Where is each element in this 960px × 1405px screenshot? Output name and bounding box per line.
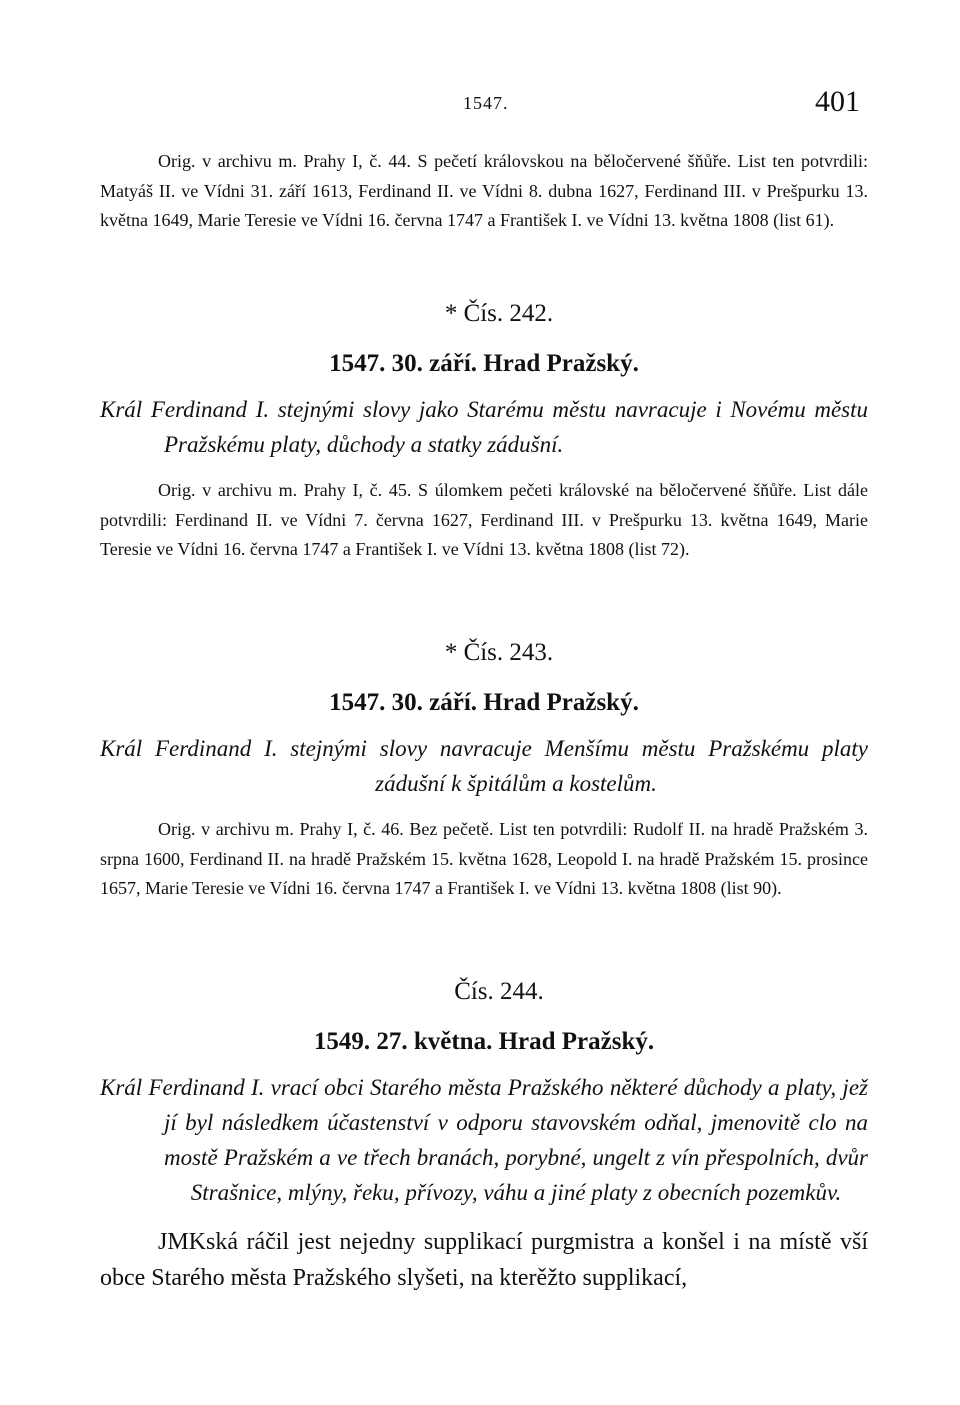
entry-number: * Čís. 243.	[444, 639, 554, 666]
entry-number: * Čís. 242.	[444, 300, 554, 327]
running-head	[0, 85, 960, 125]
entry-244	[100, 975, 868, 1296]
entry-regest: Král Ferdinand I. vrací obci Starého města Pražského některé důchody a platy, jež jí byl následkem účastenství v odporu stavovském odňal, jmenovitě clo na mostě Pražském a ve třech branách, porybné, ungelt z vín přespolních, dvůr Strašnice, mlýny, řeku, přívozy, váhu a jiné platy z obecních pozemkův.	[100, 1075, 868, 1205]
archival-note: Orig. v archivu m. Prahy I, č. 44. S pečetí královskou na běločervené šňůře. List ten potvrdili: Matyáš II. ve Vídni 31. září 1613, Ferdinand II. ve Vídni 8. dubna 1627, Ferdinand III. v Prešpurku 13. května 1649, Marie Teresie ve Vídni 16. června 1747 a František I. ve Vídni 13. května 1808 (list 61).	[100, 151, 868, 230]
archival-note: Orig. v archivu m. Prahy I, č. 46. Bez pečetě. List ten potvrdili: Rudolf II. na hradě Pražském 3. srpna 1600, Ferdinand II. na hradě Pražském 15. května 1628, Leopold I. na hradě Pražském 15. prosince 1657, Marie Teresie ve Vídni 16. června 1747 a František I. ve Vídni 13. května 1808 (list 90).	[100, 819, 868, 898]
entry-date-place: 1547. 30. září. Hrad Pražský.	[329, 350, 639, 377]
entry-243	[100, 636, 868, 904]
entry-regest: Král Ferdinand I. stejnými slovy navracuje Menšímu městu Pražskému platy zádušní k špitálům a kostelům.	[100, 736, 868, 796]
entry-date-place: 1549. 27. května. Hrad Pražský.	[313, 1028, 655, 1055]
page-number: 401	[815, 85, 860, 118]
entry-242	[100, 297, 868, 565]
document-text: JMKská ráčil jest nejedny supplikací purgmistra a konšel i na místě vší obce Starého města Pražského slyšeti, na kterěžto supplikací,	[100, 1229, 868, 1291]
entry-number: Čís. 244.	[454, 978, 544, 1005]
archival-note: Orig. v archivu m. Prahy I, č. 45. S úlomkem pečeti královské na běločervené šňůře. List dále potvrdili: Ferdinand II. ve Vídni 7. června 1627, Ferdinand III. v Prešpurku 13. května 1649, Marie Teresie ve Vídni 16. června 1747 a František I. ve Vídni 13. května 1808 (list 72).	[100, 480, 868, 559]
entry-regest: Král Ferdinand I. stejnými slovy jako Starému městu navracuje i Novému městu Pražskému platy, důchody a statky zádušní.	[100, 397, 868, 457]
running-head-year: 1547.	[463, 93, 509, 113]
note-previous-entry	[100, 147, 868, 236]
entry-date-place: 1547. 30. září. Hrad Pražský.	[329, 689, 639, 716]
